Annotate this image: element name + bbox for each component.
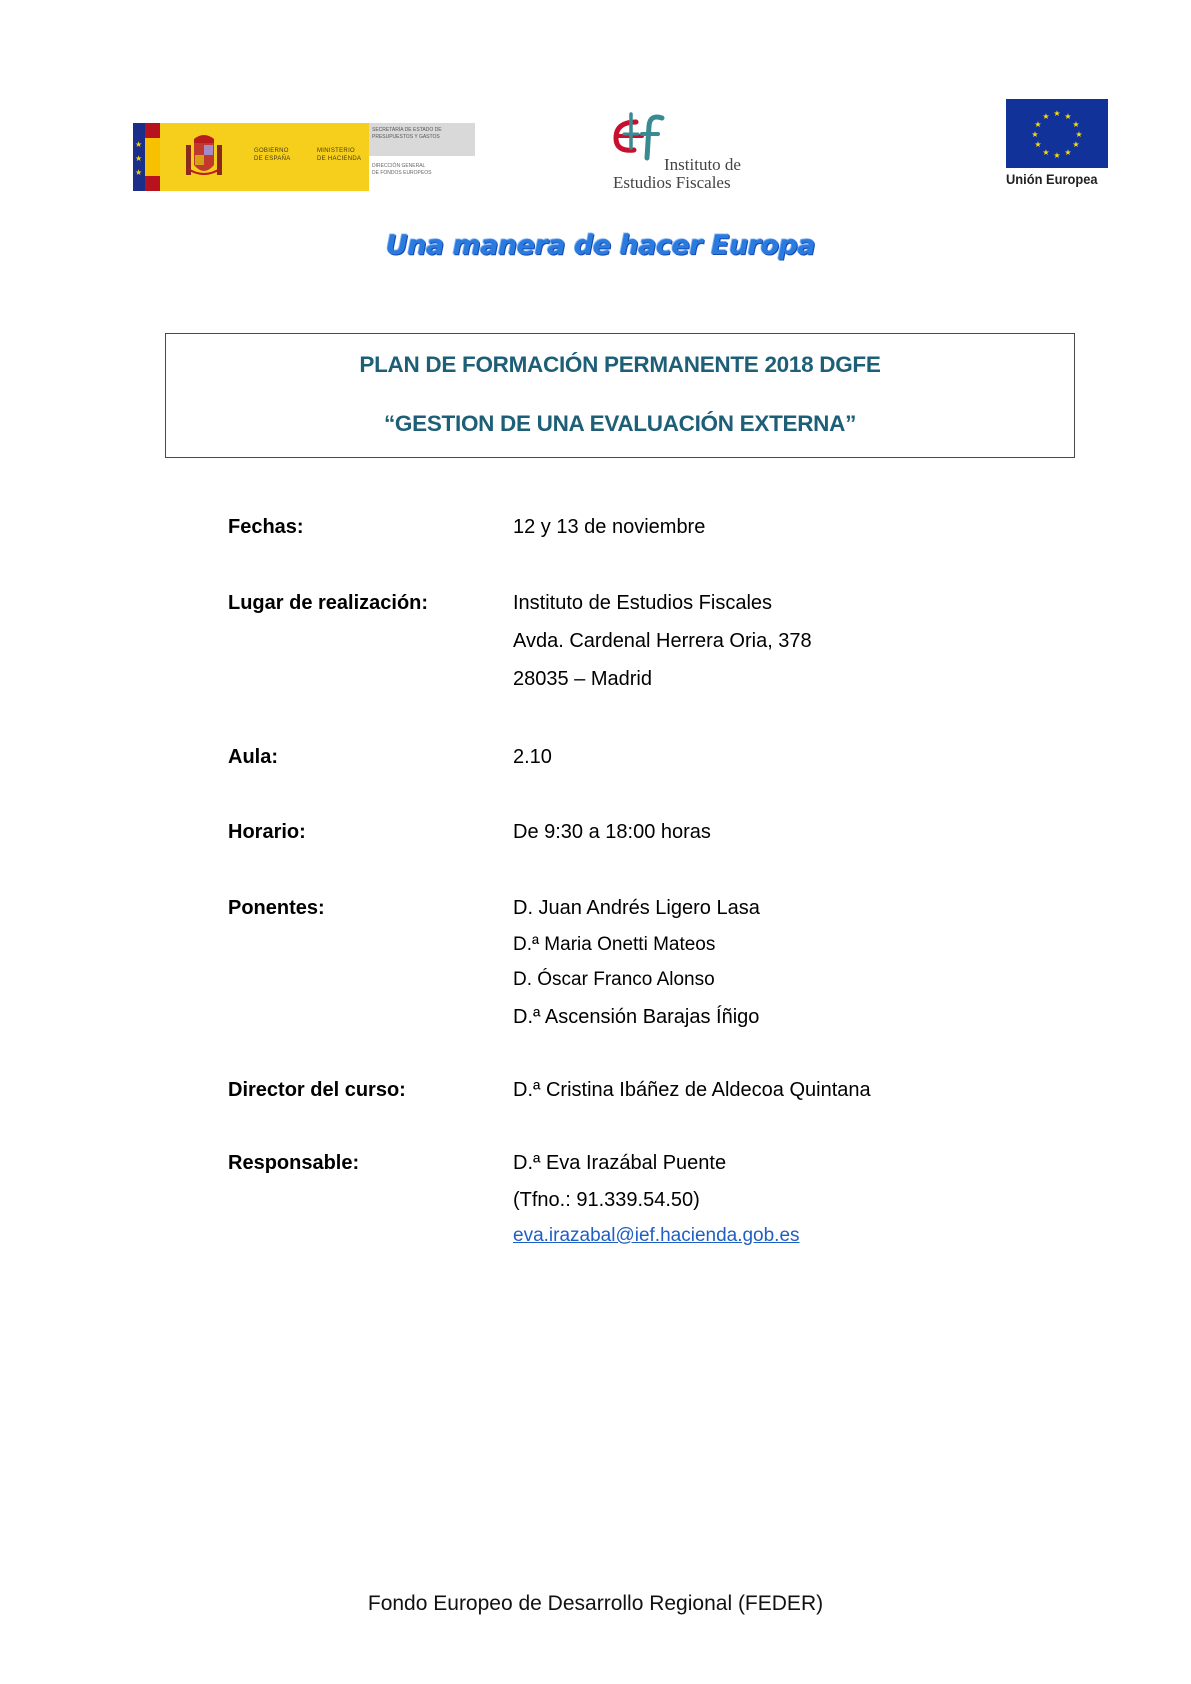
slogan: Una manera de hacer Europa (385, 229, 816, 261)
lugar-line-3: 28035 – Madrid (513, 668, 652, 690)
director-value: D.ª Cristina Ibáñez de Aldecoa Quintana (513, 1079, 871, 1101)
union-europea-logo (1006, 99, 1110, 191)
union-europea-label: Unión Europea (1006, 171, 1098, 187)
director-label: Director del curso: (228, 1079, 406, 1101)
eu-flag-icon (1006, 99, 1108, 168)
svg-text:★: ★ (1034, 140, 1042, 149)
svg-text:★: ★ (1072, 140, 1080, 149)
svg-text:★: ★ (1042, 148, 1050, 157)
ponentes-label: Ponentes: (228, 897, 325, 919)
ponente-1: D. Juan Andrés Ligero Lasa (513, 897, 760, 919)
title-box (165, 333, 1075, 458)
responsable-label: Responsable: (228, 1152, 360, 1174)
svg-text:★: ★ (1072, 120, 1080, 129)
aula-label: Aula: (228, 746, 278, 768)
ministry-block (160, 123, 369, 191)
horario-value: De 9:30 a 18:00 horas (513, 821, 711, 843)
svg-text:★: ★ (1034, 120, 1042, 129)
svg-text:★: ★ (1042, 112, 1050, 121)
ief-logo (612, 112, 752, 192)
ponente-4: D.ª Ascensión Barajas Íñigo (513, 1006, 760, 1028)
aula-value: 2.10 (513, 746, 552, 768)
coat-of-arms-icon (184, 133, 224, 181)
svg-text:★: ★ (1053, 109, 1061, 118)
ief-line1: Instituto de (664, 155, 741, 174)
gobierno-espana-logo (133, 123, 475, 191)
responsable-name: D.ª Eva Irazábal Puente (513, 1152, 727, 1174)
svg-text:★: ★ (1053, 151, 1061, 160)
horario-label: Horario: (228, 821, 306, 843)
responsable-phone: (Tfno.: 91.339.54.50) (513, 1189, 700, 1211)
gobierno-text: GOBIERNO DE ESPAÑA (254, 148, 291, 162)
lugar-line-2: Avda. Cardenal Herrera Oria, 378 (513, 630, 812, 652)
fechas-label: Fechas: (228, 516, 304, 538)
eu-strip-icon: ★ ★ ★ (133, 123, 145, 191)
ief-line2: Estudios Fiscales (613, 173, 731, 192)
secretaria-block (369, 123, 475, 191)
ministerio-text: MINISTERIO DE HACIENDA (317, 148, 362, 162)
direccion-text: DIRECCIÓN GENERAL DE FONDOS EUROPEOS (369, 156, 475, 191)
ponente-3: D. Óscar Franco Alonso (513, 969, 715, 990)
course-title: “GESTION DE UNA EVALUACIÓN EXTERNA” (383, 411, 857, 436)
secretaria-text: SECRETARÍA DE ESTADO DE PRESUPUESTOS Y GASTOS (369, 123, 475, 156)
ief-emblem-icon (612, 112, 672, 162)
responsable-email-link[interactable]: eva.irazabal@ief.hacienda.gob.es (513, 1225, 800, 1246)
svg-text:★: ★ (1064, 112, 1072, 121)
lugar-line-1: Instituto de Estudios Fiscales (513, 592, 773, 614)
fechas-value: 12 y 13 de noviembre (513, 516, 706, 538)
svg-text:★: ★ (1031, 130, 1039, 139)
svg-text:★: ★ (1075, 130, 1083, 139)
lugar-label: Lugar de realización: (228, 592, 429, 614)
footer-feder: Fondo Europeo de Desarrollo Regional (FEDER) (367, 1592, 824, 1615)
svg-text:★: ★ (1064, 148, 1072, 157)
plan-title: PLAN DE FORMACIÓN PERMANENTE 2018 DGFE (359, 352, 881, 377)
ponente-2: D.ª Maria Onetti Mateos (513, 934, 716, 955)
spain-flag-strip (145, 123, 160, 191)
